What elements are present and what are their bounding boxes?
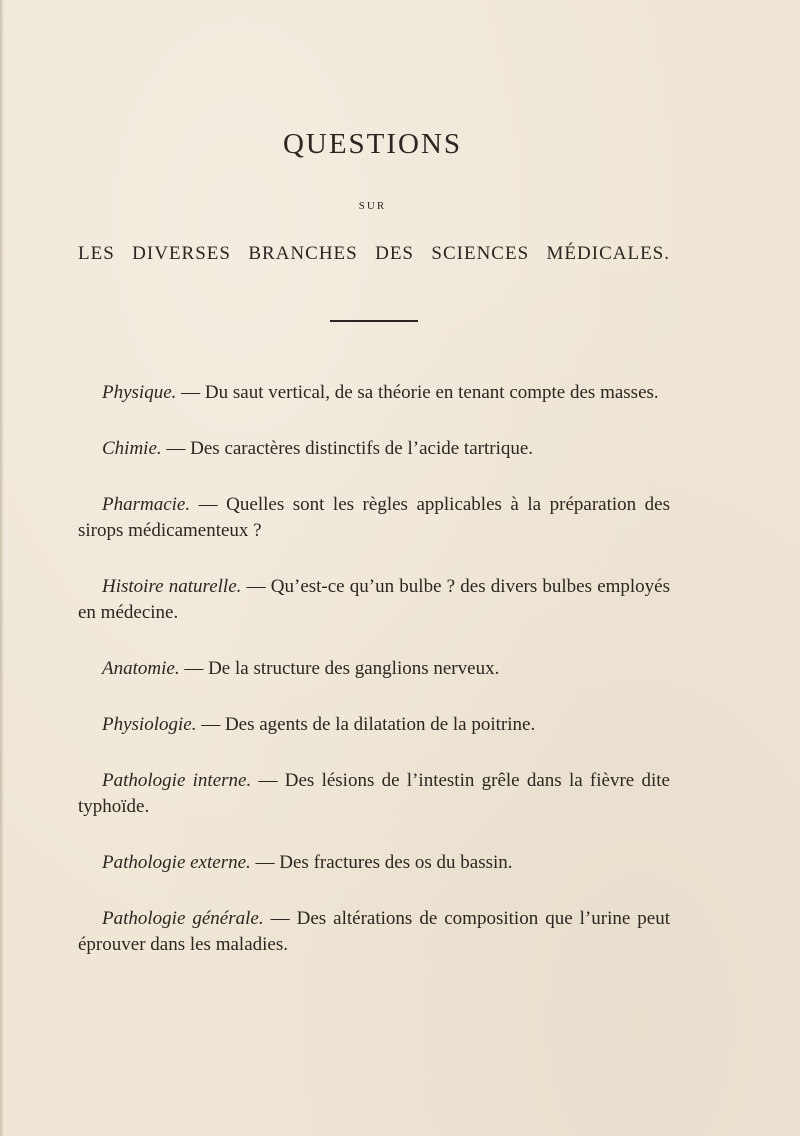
question-separator: — [190, 494, 227, 515]
question-item [78, 492, 670, 544]
question-subject: Pharmacie. [102, 494, 191, 515]
question-text: Des lésions de l’intestin grêle dans la fièvre dite typhoïde. [78, 770, 670, 817]
question-subject: Physiologie. [102, 714, 197, 735]
question-item [78, 906, 670, 958]
question-separator: — [196, 714, 225, 735]
question-item [78, 850, 670, 876]
question-text: Qu’est-ce qu’un bulbe ? des divers bulbes employés en médecine. [78, 576, 671, 623]
question-text: De la structure des ganglions nerveux. [208, 658, 500, 679]
divider-rule [330, 320, 418, 322]
question-subject: Chimie. [102, 438, 162, 459]
question-text: Des fractures des os du bassin. [279, 852, 513, 873]
question-item [78, 574, 670, 626]
question-subject: Histoire naturelle. [102, 576, 242, 597]
question-item [78, 380, 670, 406]
question-subject: Physique. [102, 382, 177, 403]
question-separator: — [263, 908, 297, 929]
question-text: Des agents de la dilatation de la poitrine. [224, 714, 536, 735]
question-item [78, 436, 670, 462]
question-text: Des caractères distinctifs de l’acide tartrique. [190, 438, 534, 459]
question-separator: — [176, 382, 205, 403]
question-subject: Anatomie. [102, 658, 180, 679]
question-separator: — [179, 658, 209, 679]
question-item [78, 768, 670, 820]
title-connector: SUR [358, 200, 387, 212]
question-separator: — [250, 852, 280, 873]
question-item [78, 656, 670, 682]
question-subject: Pathologie externe. [102, 852, 251, 873]
question-text: Des altérations de composition que l’urine peut éprouver dans les maladies. [78, 908, 670, 955]
question-separator: — [241, 576, 271, 597]
page-title: QUESTIONS [282, 128, 463, 160]
question-separator: — [161, 438, 191, 459]
question-separator: — [251, 770, 285, 791]
question-subject: Pathologie générale. [102, 908, 264, 929]
page-edge-shadow [0, 0, 4, 1136]
question-text: Quelles sont les règles applicables à la préparation des sirops médicamenteux ? [78, 494, 670, 541]
question-subject: Pathologie interne. [102, 770, 252, 791]
page-subtitle: LES DIVERSES BRANCHES DES SCIENCES MÉDICALES. [78, 243, 670, 264]
question-text: Du saut vertical, de sa théorie en tenant compte des masses. [204, 382, 659, 403]
question-item [78, 712, 670, 738]
questions-list [78, 380, 670, 988]
